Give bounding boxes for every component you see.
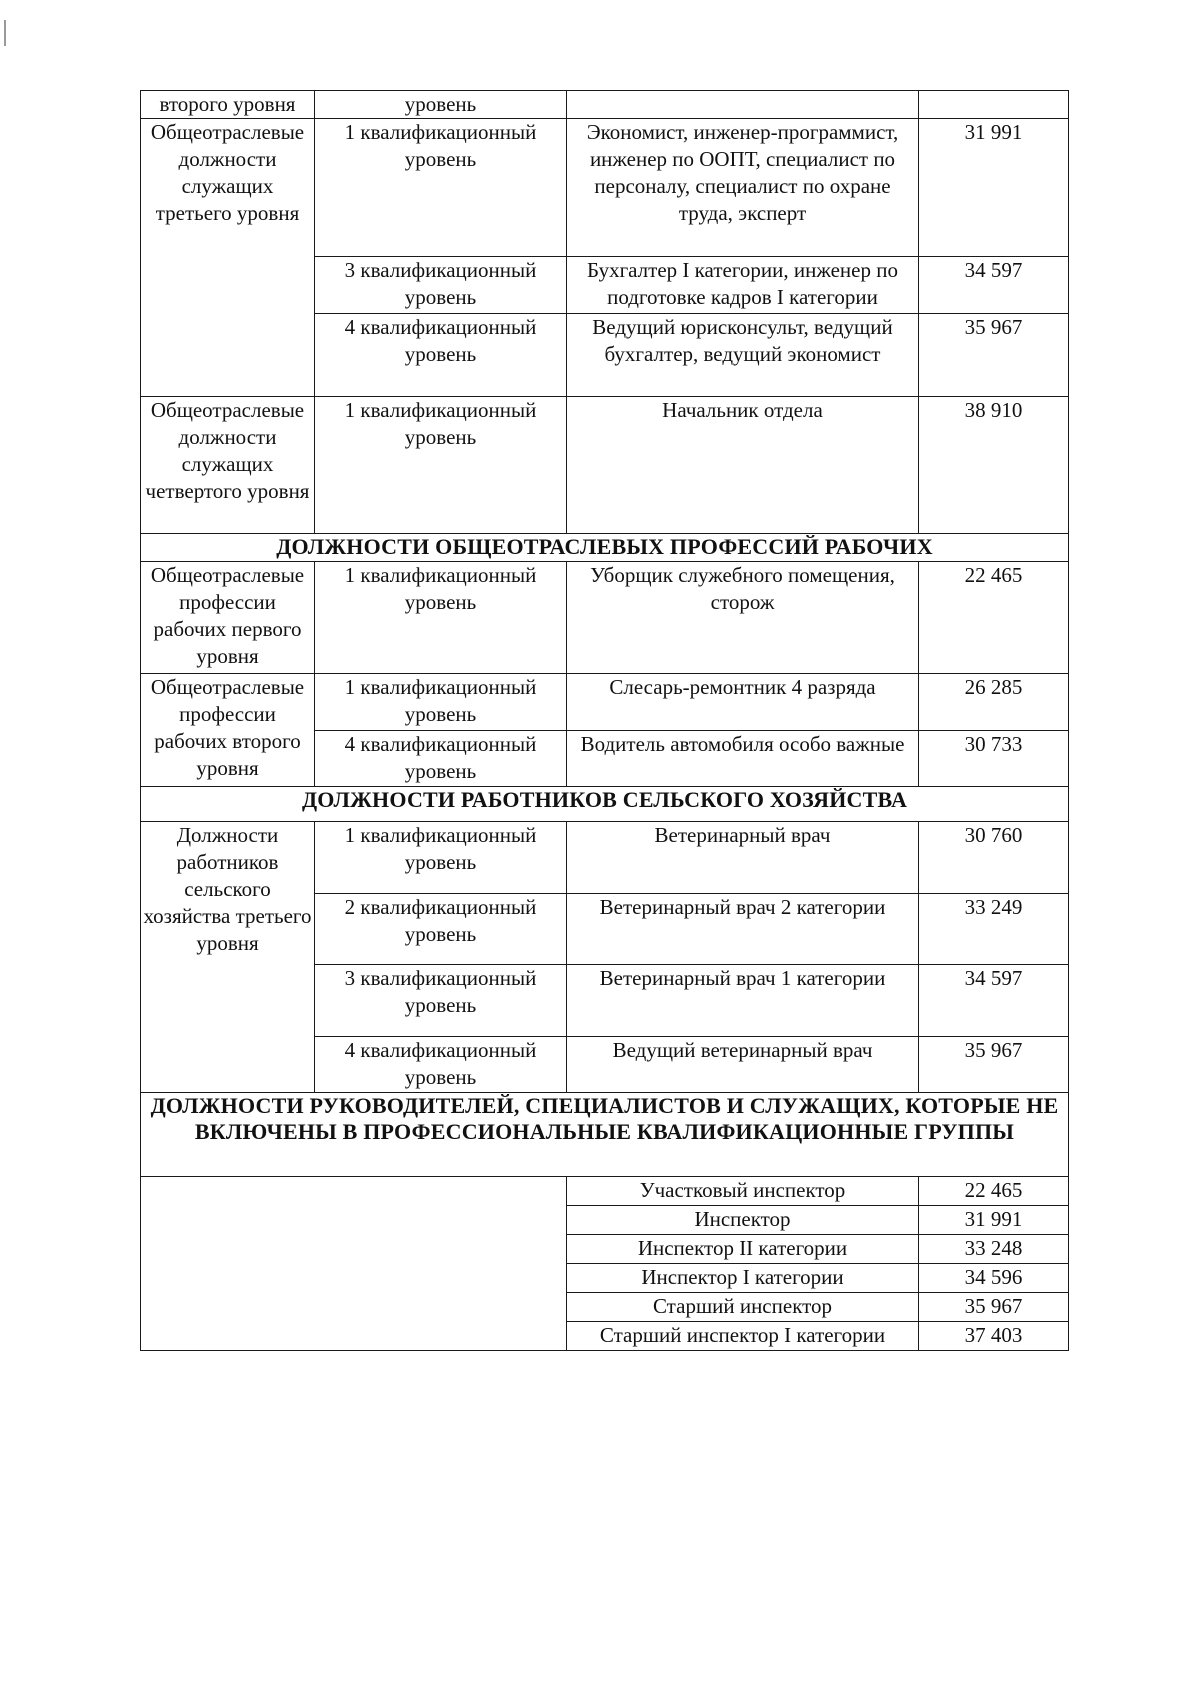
level-cell: 4 квалификационный уровень <box>315 731 567 787</box>
salary-table <box>140 90 1069 1351</box>
group-cell: Общеотраслевые профессии рабочих первого уровня <box>141 562 315 674</box>
salary-cell: 33 248 <box>919 1235 1069 1264</box>
level-cell: 4 квалификационный уровень <box>315 314 567 397</box>
level-cell: уровень <box>315 91 567 119</box>
salary-cell: 35 967 <box>919 1293 1069 1322</box>
level-cell: 1 квалификационный уровень <box>315 822 567 894</box>
salary-cell: 31 991 <box>919 1206 1069 1235</box>
salary-cell: 34 597 <box>919 257 1069 314</box>
salary-table-page <box>140 90 1068 1351</box>
salary-cell: 22 465 <box>919 1177 1069 1206</box>
positions-cell: Бухгалтер I категории, инженер по подготовке кадров I категории <box>567 257 919 314</box>
table-row <box>141 91 1069 119</box>
section-heading-row <box>141 787 1069 822</box>
salary-cell: 38 910 <box>919 397 1069 534</box>
table-row <box>141 1177 1069 1206</box>
positions-cell: Старший инспектор I категории <box>567 1322 919 1351</box>
positions-cell <box>567 91 919 119</box>
positions-cell: Ведущий ветеринарный врач <box>567 1037 919 1093</box>
salary-cell: 34 597 <box>919 965 1069 1037</box>
scan-edge-mark <box>4 20 6 46</box>
salary-cell: 35 967 <box>919 1037 1069 1093</box>
positions-cell: Инспектор II категории <box>567 1235 919 1264</box>
positions-cell: Старший инспектор <box>567 1293 919 1322</box>
positions-cell: Уборщик служебного помещения, сторож <box>567 562 919 674</box>
salary-cell: 26 285 <box>919 674 1069 731</box>
level-cell: 2 квалификационный уровень <box>315 894 567 965</box>
positions-cell: Ветеринарный врач 2 категории <box>567 894 919 965</box>
salary-cell: 30 733 <box>919 731 1069 787</box>
section-heading: ДОЛЖНОСТИ РУКОВОДИТЕЛЕЙ, СПЕЦИАЛИСТОВ И СЛУЖАЩИХ, КОТОРЫЕ НЕ ВКЛЮЧЕНЫ В ПРОФЕССИОНАЛЬНЫЕ КВАЛИФИКАЦИОННЫЕ ГРУППЫ <box>141 1093 1069 1177</box>
group-cell: Общеотраслевые должности служащих четвертого уровня <box>141 397 315 534</box>
salary-cell: 30 760 <box>919 822 1069 894</box>
table-row <box>141 562 1069 674</box>
positions-cell: Водитель автомобиля особо важные <box>567 731 919 787</box>
salary-cell: 34 596 <box>919 1264 1069 1293</box>
table-row <box>141 397 1069 534</box>
level-cell: 1 квалификационный уровень <box>315 674 567 731</box>
positions-cell: Слесарь-ремонтник 4 разряда <box>567 674 919 731</box>
positions-cell: Инспектор I категории <box>567 1264 919 1293</box>
salary-cell: 33 249 <box>919 894 1069 965</box>
group-cell: Должности работников сельского хозяйства третьего уровня <box>141 822 315 1093</box>
section-heading-row <box>141 1093 1069 1177</box>
section-heading: ДОЛЖНОСТИ РАБОТНИКОВ СЕЛЬСКОГО ХОЗЯЙСТВА <box>141 787 1069 822</box>
section-heading: ДОЛЖНОСТИ ОБЩЕОТРАСЛЕВЫХ ПРОФЕССИЙ РАБОЧИХ <box>141 534 1069 562</box>
positions-cell: Начальник отдела <box>567 397 919 534</box>
level-cell: 3 квалификационный уровень <box>315 965 567 1037</box>
level-cell: 3 квалификационный уровень <box>315 257 567 314</box>
positions-cell: Участковый инспектор <box>567 1177 919 1206</box>
level-cell: 1 квалификационный уровень <box>315 562 567 674</box>
group-cell: второго уровня <box>141 91 315 119</box>
level-cell: 1 квалификационный уровень <box>315 119 567 257</box>
salary-cell: 37 403 <box>919 1322 1069 1351</box>
salary-cell <box>919 91 1069 119</box>
table-row <box>141 119 1069 257</box>
positions-cell: Инспектор <box>567 1206 919 1235</box>
level-cell: 1 квалификационный уровень <box>315 397 567 534</box>
section-heading-row <box>141 534 1069 562</box>
positions-cell: Экономист, инженер-программист, инженер по ООПТ, специалист по персоналу, специалист по охране труда, эксперт <box>567 119 919 257</box>
salary-cell: 31 991 <box>919 119 1069 257</box>
table-row <box>141 822 1069 894</box>
group-cell: Общеотраслевые должности служащих третьего уровня <box>141 119 315 397</box>
level-cell: 4 квалификационный уровень <box>315 1037 567 1093</box>
positions-cell: Ветеринарный врач 1 категории <box>567 965 919 1037</box>
positions-cell: Ветеринарный врач <box>567 822 919 894</box>
salary-cell: 22 465 <box>919 562 1069 674</box>
empty-cell <box>141 1177 567 1351</box>
salary-cell: 35 967 <box>919 314 1069 397</box>
positions-cell: Ведущий юрисконсульт, ведущий бухгалтер, ведущий экономист <box>567 314 919 397</box>
table-row <box>141 674 1069 731</box>
group-cell: Общеотраслевые профессии рабочих второго уровня <box>141 674 315 787</box>
